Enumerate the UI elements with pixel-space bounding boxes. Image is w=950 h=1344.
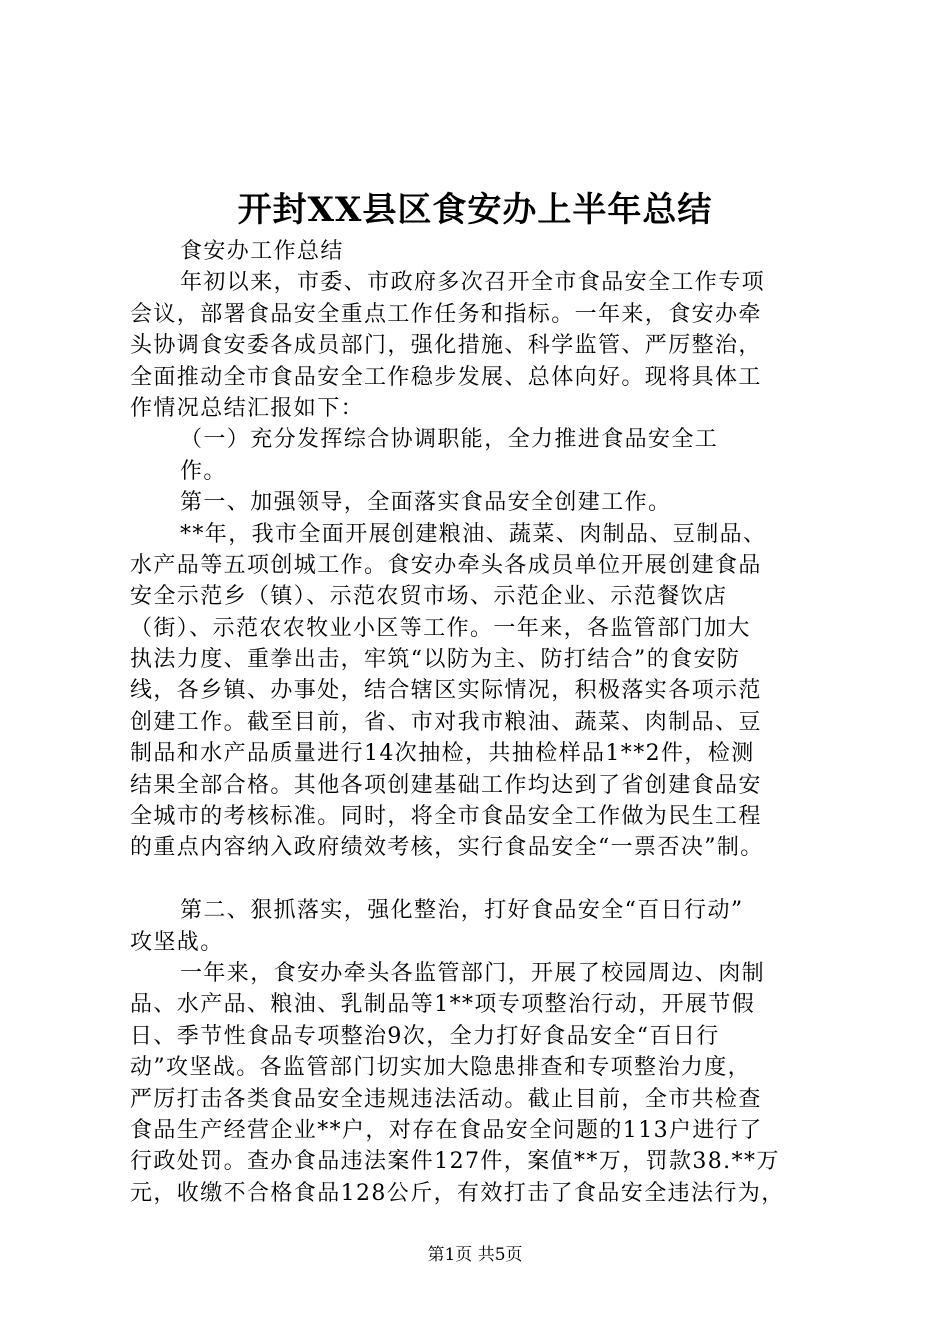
text-line: 第二、狠抓落实，强化整治，打好食品安全“百日行动” xyxy=(180,898,744,924)
text-line: 日、季节性食品专项整治9次，全力打好食品安全“百日行 xyxy=(130,1023,720,1049)
text-line: 作。 xyxy=(180,458,227,484)
text-line: 全城市的考核标准。同时，将全市食品安全工作做为民生工程 xyxy=(130,804,762,830)
text-line: 一年来，食安办牵头各监管部门，开展了校园周边、肉制 xyxy=(180,960,766,986)
text-line: 制品和水产品质量进行14次抽检，共抽检样品1**2件，检测 xyxy=(130,741,755,767)
text-line: 安全示范乡（镇）、示范农贸市场、示范企业、示范餐饮店 xyxy=(130,584,728,610)
text-line: 食品生产经营企业**户，对存在食品安全问题的113户进行了 xyxy=(130,1117,763,1143)
text-line: 作情况总结汇报如下： xyxy=(130,395,365,421)
text-line: 的重点内容纳入政府绩效考核，实行食品安全“一票否决”制。 xyxy=(130,835,764,861)
page-title: 开封XX县区食安办上半年总结 xyxy=(237,190,713,230)
text-line: 执法力度、重拳出击，牢筑“以防为主、防打结合”的食安防 xyxy=(130,647,741,673)
text-line: 会议，部署食品安全重点工作任务和指标。一年来，食安办牵 xyxy=(130,301,762,327)
text-line: 第一、加强领导，全面落实食品安全创建工作。 xyxy=(180,490,672,516)
text-line: 年初以来，市委、市政府多次召开全市食品安全工作专项 xyxy=(180,270,766,296)
text-line: 严厉打击各类食品安全违规违法活动。截止目前，全市共检查 xyxy=(130,1086,762,1112)
text-line: 线，各乡镇、办事处，结合辖区实际情况，积极落实各项示范 xyxy=(130,678,762,704)
text-line: 结果全部合格。其他各项创建基础工作均达到了省创建食品安 xyxy=(130,772,762,798)
text-line: 元，收缴不合格食品128公斤，有效打击了食品安全违法行为， xyxy=(130,1180,785,1206)
text-line: 食安办工作总结 xyxy=(180,239,344,264)
text-line: 水产品等五项创城工作。食安办牵头各成员单位开展创建食品 xyxy=(130,552,762,578)
text-line: 品、水产品、粮油、乳制品等1**项专项整治行动，开展节假 xyxy=(130,992,756,1018)
document-body xyxy=(130,236,830,1209)
text-line: 全面推动全市食品安全工作稳步发展、总体向好。现将具体工 xyxy=(130,364,762,390)
text-line: 头协调食安委各成员部门，强化措施、科学监管、严厉整治， xyxy=(130,333,762,359)
blank-line xyxy=(130,864,830,895)
text-line: 动”攻坚战。各监管部门切实加大隐患排查和专项整治力度， xyxy=(130,1055,752,1081)
text-line: （街）、示范农农牧业小区等工作。一年来，各监管部门加大 xyxy=(130,615,751,641)
text-line: 攻坚战。 xyxy=(130,929,224,955)
text-line: 创建工作。截至目前，省、市对我市粮油、蔬菜、肉制品、豆 xyxy=(130,709,762,735)
text-line: 行政处罚。查办食品违法案件127件，案值**万，罚款38.**万 xyxy=(130,1149,780,1175)
text-line: **年，我市全面开展创建粮油、蔬菜、肉制品、豆制品、 xyxy=(180,521,767,547)
text-line: （一）充分发挥综合协调职能，全力推进食品安全工 xyxy=(180,427,719,453)
page-footer: 第1页 共5页 xyxy=(427,1245,523,1265)
